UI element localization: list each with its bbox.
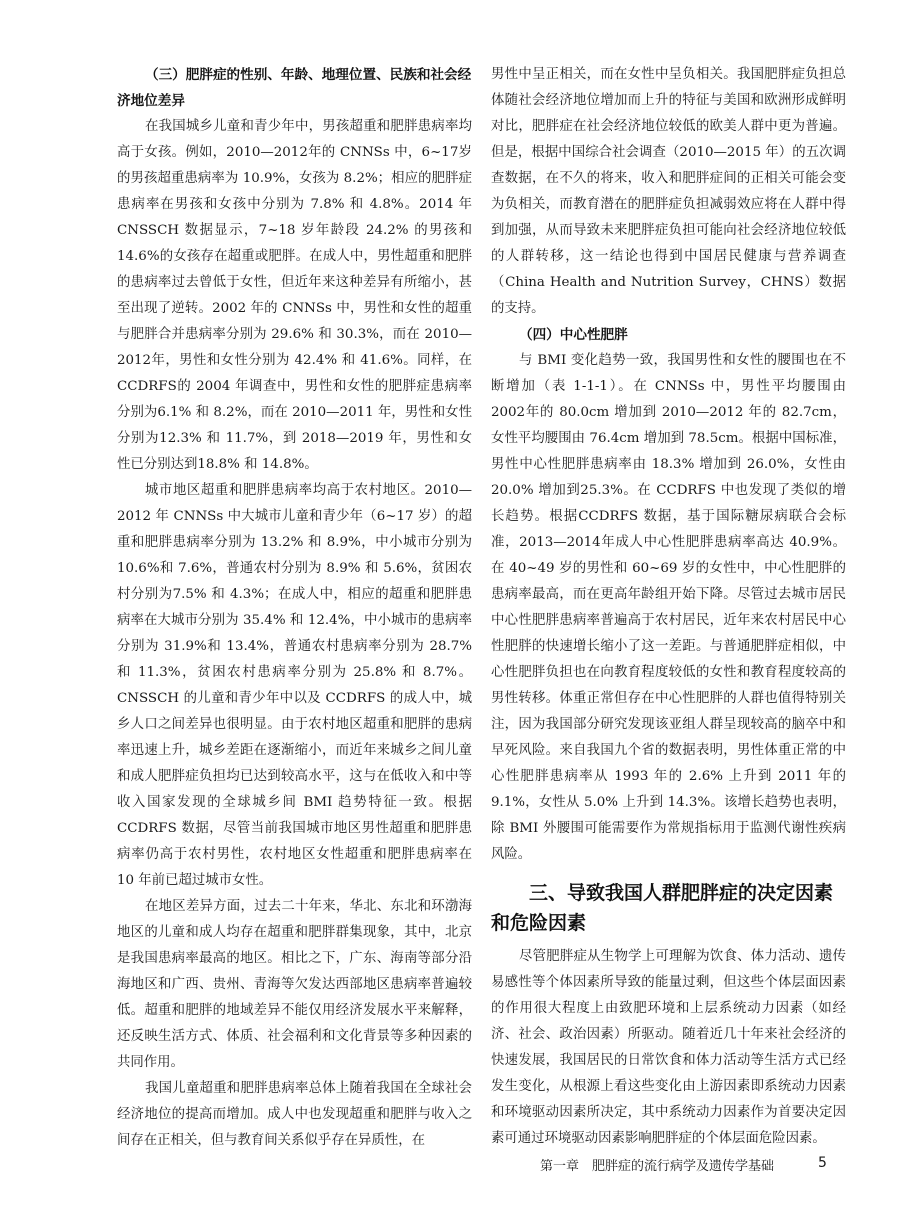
subsection-heading-3: （三）肥胖症的性别、年龄、地理位置、民族和社会经济地位差异 [117, 67, 472, 109]
section-title: 三、导致我国人群肥胖症的决定因素和危险因素 [491, 882, 834, 934]
subsection-heading-4: （四）中心性肥胖 [519, 327, 628, 343]
paragraph-urban-rural: 城市地区超重和肥胖患病率均高于农村地区。2010—2012 年 CNNSs 中大城市儿童和青少年（6~17 岁）的超重和肥胖患病率分别为 13.2% 和 8.9%，中小城市分别为 10.6%和 7.6%，普通农村分别为 8.9% 和 5.6%，贫困农村分别为7.5% 和 4.3%；在成人中，相应的超重和肥胖患病率在大城市分别为 35.4% 和 12.4%，中小城市的患病率分别为 31.9%和 13.4%，普通农村患病率分别为 28.7% 和 11.3%，贫困农村患病率分别为 25.8% 和 8.7%。CNSSCH 的儿童和青少年中以及 CCDRFS 的成人中，城乡人口之间差异也很明显。由于农村地区超重和肥胖的患病率迅速上升，城乡差距在逐渐缩小，而近年来城乡之间儿童和成人肥胖症负担均已达到较高水平，这与在低收入和中等收入国家发现的全球城乡间 BMI 趋势特征一致。根据 CCDRFS 数据，尽管当前我国城市地区男性超重和肥胖患病率仍高于农村男性，农村地区女性超重和肥胖患病率在 10 年前已超过城市女性。 [117, 483, 472, 888]
paragraph-regional: 在地区差异方面，过去二十年来，华北、东北和环渤海地区的儿童和成人均存在超重和肥胖群集现象，其中，北京是我国患病率最高的地区。相比之下，广东、海南等部分沿海地区和广西、贵州、青海等欠发达西部地区患病率普遍较低。超重和肥胖的地域差异不能仅用经济发展水平来解释，还反映生活方式、体质、社会福利和文化背景等多种因素的共同作用。 [117, 899, 472, 1070]
paragraph-sex-age: 在我国城乡儿童和青少年中，男孩超重和肥胖患病率均高于女孩。例如，2010—2012年的 CNNSs 中，6~17岁的男孩超重患病率为 10.9%，女孩为 8.2%；相应的肥胖症患病率在男孩和女孩中分别为 7.8% 和 4.8%。2014 年CNSSCH 数据显示，7~18 岁年龄段 24.2% 的男孩和 14.6%的女孩存在超重或肥胖。在成人中，男性超重和肥胖的患病率过去曾低于女性，但近年来这种差异有所缩小，甚至出现了逆转。2002 年的 CNNSs 中，男性和女性的超重与肥胖合并患病率分别为 29.6% 和 30.3%，而在 2010—2012年，男性和女性分别为 42.4% 和 41.6%。同样，在 CCDRFS的 2004 年调查中，男性和女性的肥胖症患病率分别为6.1% 和 8.2%，而在 2010—2011 年，男性和女性分别为12.3% 和 11.7%，到 2018—2019 年，男性和女性已分别达到18.8% 和 14.8%。 [117, 119, 472, 472]
paragraph-socioeconomic: 我国儿童超重和肥胖患病率总体上随着我国在全球社会经济地位的提高而增加。成人中也发现超重和肥胖与收入之间存在正相关，但与教育间关系似乎存在异质性，在 [117, 1081, 472, 1148]
right-column [491, 62, 846, 1152]
page-number: 5 [818, 1155, 827, 1171]
paragraph-central-obesity: 与 BMI 变化趋势一致，我国男性和女性的腰围也在不断增加（表 1-1-1）。在 CNNSs 中，男性平均腰围由 2002年的 80.0cm 增加到 2010—2012 年的 82.7cm，女性平均腰围由 76.4cm 增加到 78.5cm。根据中国标准，男性中心性肥胖患病率由 18.3% 增加到 26.0%，女性由 20.0% 增加到25.3%。在 CCDRFS 中也发现了类似的增长趋势。根据CCDRFS 数据，基于国际糖尿病联合会标准，2013—2014年成人中心性肥胖患病率高达 40.9%。在 40~49 岁的男性和 60~69 岁的女性中，中心性肥胖的患病率最高，而在更高年龄组开始下降。尽管过去城市居民中心性肥胖患病率普遍高于农村居民，近年来农村居民中心性肥胖的快速增长缩小了这一差距。与普通肥胖症相似，中心性肥胖负担也在向教育程度较低的女性和教育程度较高的男性转移。体重正常但存在中心性肥胖的人群也值得特别关注，因为我国部分研究发现该亚组人群呈现较高的脑卒中和早死风险。来自我国九个省的数据表明，男性体重正常的中心性肥胖患病率从 1993 年的 2.6% 上升到 2011 年的 9.1%，女性从 5.0% 上升到 14.3%。该增长趋势也表明，除 BMI 外腰围可能需要作为常规指标用于监测代谢性疾病风险。 [491, 353, 846, 862]
left-column [117, 62, 472, 1154]
chapter-title: 第一章 肥胖症的流行病学及遗传学基础 [540, 1159, 775, 1174]
paragraph-determinants: 尽管肥胖症从生物学上可理解为饮食、体力活动、遗传易感性等个体因素所导致的能量过剩，但这些个体层面因素的作用很大程度上由致肥环境和上层系统动力因素（如经济、社会、政治因素）所驱动。随着近几十年来社会经济的快速发展，我国居民的日常饮食和体力活动等生活方式已经发生变化，从根源上看这些变化由上游因素即系统动力因素和环境驱动因素所决定，其中系统动力因素作为首要决定因素可通过环境驱动因素影响肥胖症的个体层面危险因素。 [491, 949, 846, 1146]
paragraph-continuation: 男性中呈正相关，而在女性中呈负相关。我国肥胖症负担总体随社会经济地位增加而上升的特征与美国和欧洲形成鲜明对比，肥胖症在社会经济地位较低的欧美人群中更为普遍。但是，根据中国综合社会调查（2010—2015 年）的五次调查数据，在不久的将来，收入和肥胖症间的正相关可能会变为负相关，而教育潜在的肥胖症负担减弱效应将在人群中得到加强，从而导致未来肥胖症负担可能向社会经济地位较低的人群转移，这一结论也得到中国居民健康与营养调查（China Health and Nutrition Survey，CHNS）数据的支持。 [491, 67, 846, 316]
